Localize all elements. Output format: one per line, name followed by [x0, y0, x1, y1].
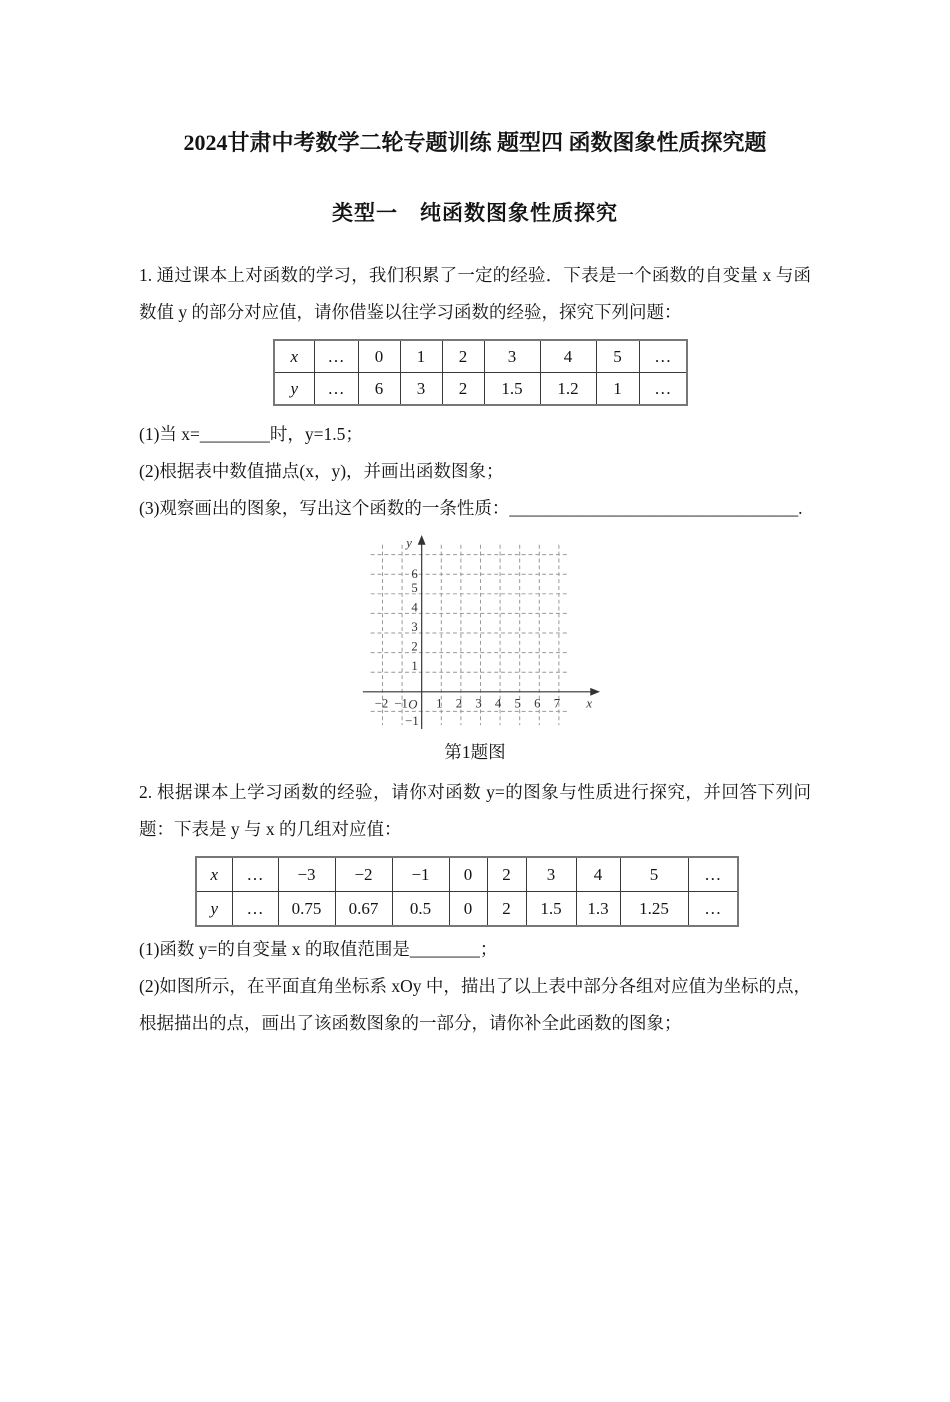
cell: 4: [576, 857, 620, 892]
question2-part2: (2)如图所示，在平面直角坐标系 xOy 中，描出了以上表中部分各组对应值为坐标的点，根据描出的点，画出了该函数图象的一部分，请你补全此函数的图象；: [139, 976, 811, 1033]
x-tick-label: 7: [553, 696, 561, 711]
cell: 0.5: [392, 892, 449, 927]
cell: …: [232, 857, 278, 892]
question1-part1: (1)当 x=________时，y=1.5；: [139, 424, 363, 444]
y-tick-label: 3: [411, 620, 418, 635]
coordinate-grid-figure: [357, 533, 811, 734]
x-tick-label: −1: [394, 696, 408, 711]
x-tick-label: 5: [514, 696, 521, 711]
cell: …: [314, 340, 358, 373]
cell: …: [688, 892, 738, 927]
x-axis-label: x: [586, 696, 592, 711]
cell: …: [314, 373, 358, 406]
y-tick-label: −1: [405, 714, 419, 729]
cell: 6: [358, 373, 400, 406]
table-row-y: [274, 373, 687, 406]
x-tick-label: 4: [494, 696, 502, 711]
y-axis-arrow: [418, 535, 426, 545]
question2-intro: 2. 根据课本上学习函数的经验，请你对函数 y=的图象与性质进行探究，并回答下列问题：下表是 y 与 x 的几组对应值：: [139, 782, 811, 839]
cell: 1: [400, 340, 442, 373]
table-row-y: [196, 892, 738, 927]
x-axis-arrow: [590, 688, 600, 696]
figure-caption: 第1题图: [444, 742, 506, 762]
y-tick-label: 4: [411, 600, 418, 615]
cell-x-header: x: [274, 340, 314, 373]
y-tick-label: 2: [411, 639, 418, 654]
cell: 2: [442, 373, 484, 406]
cell: 1.5: [526, 892, 576, 927]
cell: 0: [358, 340, 400, 373]
cell: 0: [449, 857, 487, 892]
blank-area: [139, 1042, 811, 1402]
cell: …: [639, 373, 687, 406]
cell-y-header: y: [196, 892, 232, 927]
cell: …: [232, 892, 278, 927]
question1-value-table: [273, 339, 688, 406]
cell: 2: [487, 892, 526, 927]
cell: −1: [392, 857, 449, 892]
cell: 0.75: [278, 892, 335, 927]
table-row-x: [274, 340, 687, 373]
cell: 4: [540, 340, 596, 373]
coordinate-grid: [357, 533, 602, 734]
cell: 1.5: [484, 373, 540, 406]
page-title: 2024甘肃中考数学二轮专题训练 题型四 函数图象性质探究题: [183, 130, 767, 155]
question2-part1: (1)函数 y=的自变量 x 的取值范围是________；: [139, 939, 498, 959]
x-tick-label: 1: [436, 696, 443, 711]
origin-label: O: [408, 697, 418, 712]
y-axis-label: y: [406, 535, 412, 550]
cell: 5: [596, 340, 639, 373]
cell: 1.25: [620, 892, 688, 927]
cell-x-header: x: [196, 857, 232, 892]
cell: 1.2: [540, 373, 596, 406]
question1-part2: (2)根据表中数值描点(x，y)，并画出函数图象；: [139, 461, 504, 481]
y-tick-label: 1: [411, 659, 418, 674]
cell: −2: [335, 857, 392, 892]
cell: −3: [278, 857, 335, 892]
cell: 0: [449, 892, 487, 927]
question1-intro: 1. 通过课本上对函数的学习，我们积累了一定的经验．下表是一个函数的自变量 x 与函数值 y 的部分对应值，请你借鉴以往学习函数的经验，探究下列问题：: [139, 265, 811, 322]
question1-part3: (3)观察画出的图象，写出这个函数的一条性质：_________________________________.: [139, 498, 803, 518]
x-tick-label: −2: [374, 696, 389, 711]
table-row-x: [196, 857, 738, 892]
cell: …: [639, 340, 687, 373]
cell: 3: [526, 857, 576, 892]
cell: 2: [442, 340, 484, 373]
cell: …: [688, 857, 738, 892]
y-tick-label: 5: [411, 580, 418, 595]
y-tick-label: 6: [411, 567, 418, 582]
section-subtitle: 类型一 纯函数图象性质探究: [332, 201, 618, 225]
question2-value-table: [195, 856, 739, 927]
x-tick-label: 6: [534, 696, 541, 711]
cell: 1.3: [576, 892, 620, 927]
cell: 5: [620, 857, 688, 892]
cell: 3: [484, 340, 540, 373]
cell: 3: [400, 373, 442, 406]
cell: 0.67: [335, 892, 392, 927]
cell: 2: [487, 857, 526, 892]
x-tick-label: 2: [455, 696, 463, 711]
cell: 1: [596, 373, 639, 406]
cell-y-header: y: [274, 373, 314, 406]
x-tick-label: 3: [475, 696, 482, 711]
